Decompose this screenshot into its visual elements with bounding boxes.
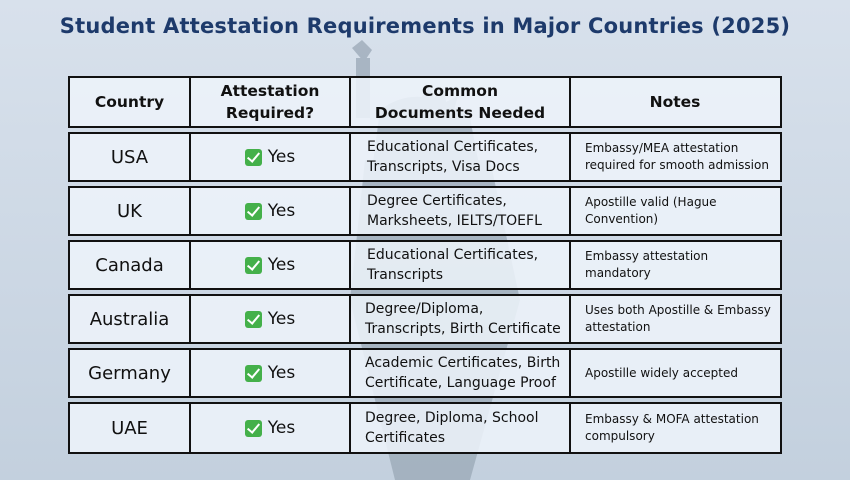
notes-cell: Embassy & MOFA attestation compulsory [585,412,759,443]
required-value: Yes [267,309,296,329]
required-value: Yes [267,363,296,383]
documents-cell: Degree/Diploma, Transcripts, Birth Certificate [351,296,571,342]
required-cell [191,296,351,342]
header-documents: Common Documents Needed [351,78,571,126]
documents-cell: Academic Certificates, Birth Certificate, Language Proof [351,350,571,396]
notes-cell: Apostille valid (Hague Convention) [585,195,717,226]
documents-cell: Educational Certificates, Transcripts [351,242,571,288]
country-cell: UK [70,188,191,234]
country-cell: USA [70,134,191,180]
checkmark-icon [245,311,262,328]
required-value: Yes [267,418,296,438]
table-row [68,240,782,290]
required-cell [191,350,351,396]
documents-cell: Degree Certificates, Marksheets, IELTS/TOEFL [351,188,571,234]
checkmark-icon [245,420,262,437]
required-value: Yes [267,147,296,167]
header-notes: Notes [649,92,701,111]
table-row [68,348,782,398]
required-value: Yes [267,255,296,275]
checkmark-icon [245,149,262,166]
table-row [68,402,782,454]
country-cell: Australia [70,296,191,342]
notes-cell: Embassy attestation mandatory [585,249,709,280]
checkmark-icon [245,257,262,274]
header-country: Country [70,78,191,126]
header-attestation-required: Attestation Required? [191,78,351,126]
required-cell [191,242,351,288]
required-value: Yes [267,201,296,221]
checkmark-icon [245,365,262,382]
country-cell: Canada [70,242,191,288]
table-row [68,294,782,344]
documents-cell: Degree, Diploma, School Certificates [351,404,571,452]
table-row [68,186,782,236]
page-title: Student Attestation Requirements in Major Countries (2025) [59,14,791,38]
required-cell [191,188,351,234]
country-cell: UAE [70,404,191,452]
checkmark-icon [245,203,262,220]
required-cell [191,404,351,452]
required-cell [191,134,351,180]
attestation-table [68,76,782,456]
notes-cell: Uses both Apostille & Embassy attestation [585,303,771,334]
documents-cell: Educational Certificates, Transcripts, Visa Docs [351,134,571,180]
notes-cell: Apostille widely accepted [585,365,738,380]
notes-cell: Embassy/MEA attestation required for smooth admission [585,141,769,172]
country-cell: Germany [70,350,191,396]
table-header-row [68,76,782,128]
table-row [68,132,782,182]
